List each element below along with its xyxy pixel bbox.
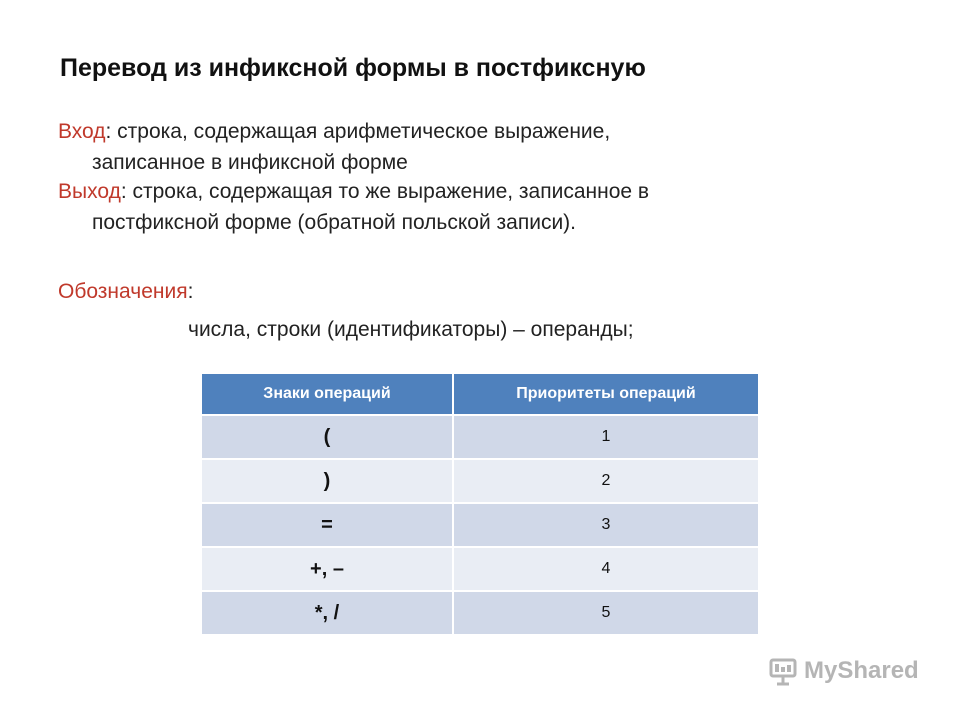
input-line-1: : строка, содержащая арифметическое выражение, bbox=[105, 120, 611, 143]
slide-title: Перевод из инфиксной формы в постфиксную bbox=[60, 54, 646, 82]
operation-sign: +, – bbox=[202, 547, 453, 591]
output-line-2: постфиксной форме (обратной польской записи). bbox=[92, 211, 577, 234]
input-key: Вход bbox=[58, 120, 106, 143]
input-line-2: записанное в инфиксной форме bbox=[92, 151, 408, 174]
output-line-1: : строка, содержащая то же выражение, записанное в bbox=[120, 180, 650, 203]
input-description bbox=[58, 116, 838, 178]
header-priorities: Приоритеты операций bbox=[453, 374, 758, 415]
table-row bbox=[202, 591, 758, 634]
table-header-row bbox=[202, 374, 758, 415]
operation-priority: 2 bbox=[453, 459, 758, 503]
operation-sign: ( bbox=[202, 415, 453, 459]
operation-sign: *, / bbox=[202, 591, 453, 634]
watermark-text: MyShared bbox=[804, 657, 919, 684]
notation-colon: : bbox=[187, 280, 194, 303]
table-row bbox=[202, 415, 758, 459]
notation-heading bbox=[58, 276, 838, 307]
operation-priority: 1 bbox=[453, 415, 758, 459]
operation-priority: 3 bbox=[453, 503, 758, 547]
table-row bbox=[202, 503, 758, 547]
header-signs: Знаки операций bbox=[202, 374, 453, 415]
presentation-icon bbox=[768, 656, 798, 686]
table-row bbox=[202, 547, 758, 591]
table-row bbox=[202, 459, 758, 503]
operations-table bbox=[202, 374, 758, 634]
operation-priority: 4 bbox=[453, 547, 758, 591]
operation-priority: 5 bbox=[453, 591, 758, 634]
operation-sign: = bbox=[202, 503, 453, 547]
notation-line: числа, строки (идентификаторы) – операнды; bbox=[188, 318, 634, 341]
myshared-watermark[interactable] bbox=[768, 656, 919, 686]
operation-sign: ) bbox=[202, 459, 453, 503]
output-key: Выход bbox=[58, 180, 121, 203]
notation-key: Обозначения bbox=[58, 280, 188, 303]
output-description bbox=[58, 176, 838, 238]
